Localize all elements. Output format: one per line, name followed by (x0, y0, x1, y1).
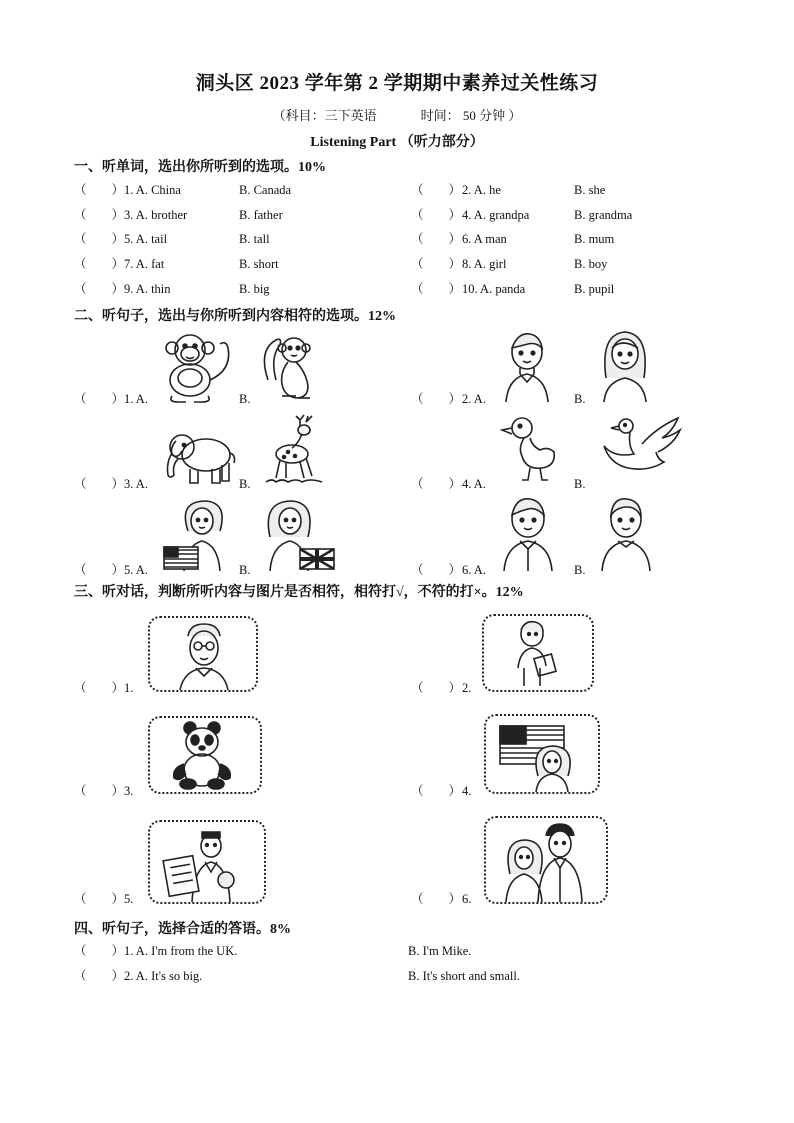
answer-blank[interactable]: （ ） (411, 392, 462, 406)
option-a: 2. A. he (462, 183, 501, 197)
answer-blank[interactable]: （ ） (411, 784, 462, 798)
option-b: B. pupil (574, 282, 615, 296)
section-2-heading: 二、听句子，选出与你所听到内容相符的选项。12% (74, 309, 396, 324)
option-b: B. Canada (239, 183, 292, 197)
option-b: B. I'm Mike. (408, 944, 472, 958)
monkey-image[interactable] (258, 330, 320, 404)
option-a: 1. A. China (124, 183, 181, 197)
boy-short-hair-image[interactable] (500, 495, 556, 571)
section-1-row (74, 181, 754, 199)
option-a: 8. A. girl (462, 257, 507, 271)
option-a: 5. A. (124, 563, 148, 577)
option-a: 10. A. panda (462, 282, 526, 296)
subject-label: （科目：三下英语 (272, 108, 377, 123)
item-number: 2. (462, 681, 472, 695)
answer-blank[interactable]: （ ） (74, 208, 125, 222)
option-a: 4. A. (462, 477, 486, 491)
elephant-image[interactable] (162, 425, 236, 487)
option-b: B. boy (574, 257, 608, 271)
option-b: B. (574, 392, 586, 406)
item-number: 5. (124, 892, 134, 906)
section-4-heading: 四、听句子，选择合适的答语。8% (74, 922, 291, 937)
option-b: B. mum (574, 232, 615, 246)
answer-blank[interactable]: （ ） (411, 282, 462, 296)
answer-blank[interactable]: （ ） (411, 232, 462, 246)
item-number: 4. (462, 784, 472, 798)
answer-blank[interactable]: （ ） (74, 681, 125, 695)
option-b: B. (239, 392, 251, 406)
answer-blank[interactable]: （ ） (74, 944, 125, 958)
option-a: 5. A. tail (124, 232, 168, 246)
answer-blank[interactable]: （ ） (74, 892, 125, 906)
section-4-row (74, 942, 754, 960)
option-b: B. grandma (574, 208, 633, 222)
listening-part-heading: Listening Part （听力部分） (310, 135, 484, 150)
section-1-row (74, 206, 754, 224)
answer-blank[interactable]: （ ） (74, 969, 125, 983)
answer-blank[interactable]: （ ） (74, 183, 125, 197)
answer-blank[interactable]: （ ） (74, 563, 125, 577)
picture-card-boy-with-bag[interactable] (482, 614, 594, 692)
answer-blank[interactable]: （ ） (74, 257, 125, 271)
answer-blank[interactable]: （ ） (411, 257, 462, 271)
exam-info (0, 105, 794, 124)
section-1-heading: 一、听单词，选出你所听到的选项。10% (74, 160, 326, 175)
option-a: 2. A. (462, 392, 486, 406)
answer-blank[interactable]: （ ） (74, 392, 125, 406)
item-number: 1. (124, 681, 134, 695)
option-b: B. father (239, 208, 283, 222)
picture-card-man-glasses[interactable] (148, 616, 258, 692)
option-a: 9. A. thin (124, 282, 171, 296)
option-a: 2. A. It's so big. (124, 969, 203, 983)
picture-card-girl-us-flag[interactable] (484, 714, 600, 794)
option-b: B. (574, 477, 586, 491)
answer-blank[interactable]: （ ） (411, 183, 462, 197)
deer-image[interactable] (262, 414, 326, 488)
option-a: 1. A. (124, 392, 148, 406)
picture-card-couple[interactable] (484, 816, 608, 904)
item-number: 6. (462, 892, 472, 906)
answer-blank[interactable]: （ ） (74, 477, 125, 491)
page-title: 洞头区 2023 学年第 2 学期期中素养过关性练习 (195, 73, 599, 94)
woman-with-uk-flag-image[interactable] (260, 497, 336, 571)
option-b: B. (239, 563, 251, 577)
section-1-row (74, 280, 754, 298)
option-b: B. (239, 477, 251, 491)
answer-blank[interactable]: （ ） (411, 477, 462, 491)
girl-image[interactable] (596, 328, 654, 402)
answer-blank[interactable]: （ ） (411, 208, 462, 222)
boy-image-2[interactable] (598, 495, 654, 571)
answer-blank[interactable]: （ ） (411, 892, 462, 906)
section-1-row (74, 230, 754, 248)
option-a: 1. A. I'm from the UK. (124, 944, 238, 958)
option-b: B. (574, 563, 586, 577)
option-b: B. tall (239, 232, 270, 246)
option-a: 7. A. fat (124, 257, 165, 271)
option-b: B. short (239, 257, 279, 271)
monkey-sitting-image[interactable] (160, 330, 238, 404)
answer-blank[interactable]: （ ） (74, 784, 125, 798)
picture-card-panda[interactable] (148, 716, 262, 794)
item-number: 3. (124, 784, 134, 798)
time-label: 时间： 50 分钟 ） (420, 108, 522, 123)
boy-image[interactable] (500, 330, 554, 402)
answer-blank[interactable]: （ ） (74, 282, 125, 296)
option-a: 6. A man (462, 232, 507, 246)
option-a: 4. A. grandpa (462, 208, 530, 222)
answer-blank[interactable]: （ ） (411, 563, 462, 577)
option-b: B. she (574, 183, 606, 197)
goose-image[interactable] (596, 414, 684, 476)
section-3-heading: 三、听对话，判断所听内容与图片是否相符，相符打√，不符的打×。12% (74, 585, 524, 600)
answer-blank[interactable]: （ ） (411, 681, 462, 695)
option-a: 6. A. (462, 563, 486, 577)
section-4-row (74, 967, 754, 985)
option-a: 3. A. brother (124, 208, 188, 222)
option-b: B. big (239, 282, 270, 296)
option-b: B. It's short and small. (408, 969, 520, 983)
section-1-row (74, 255, 754, 273)
answer-blank[interactable]: （ ） (74, 232, 125, 246)
duck-image[interactable] (500, 412, 558, 484)
option-a: 3. A. (124, 477, 148, 491)
picture-card-man-with-map[interactable] (148, 820, 266, 904)
woman-with-us-flag-image[interactable] (162, 497, 238, 571)
